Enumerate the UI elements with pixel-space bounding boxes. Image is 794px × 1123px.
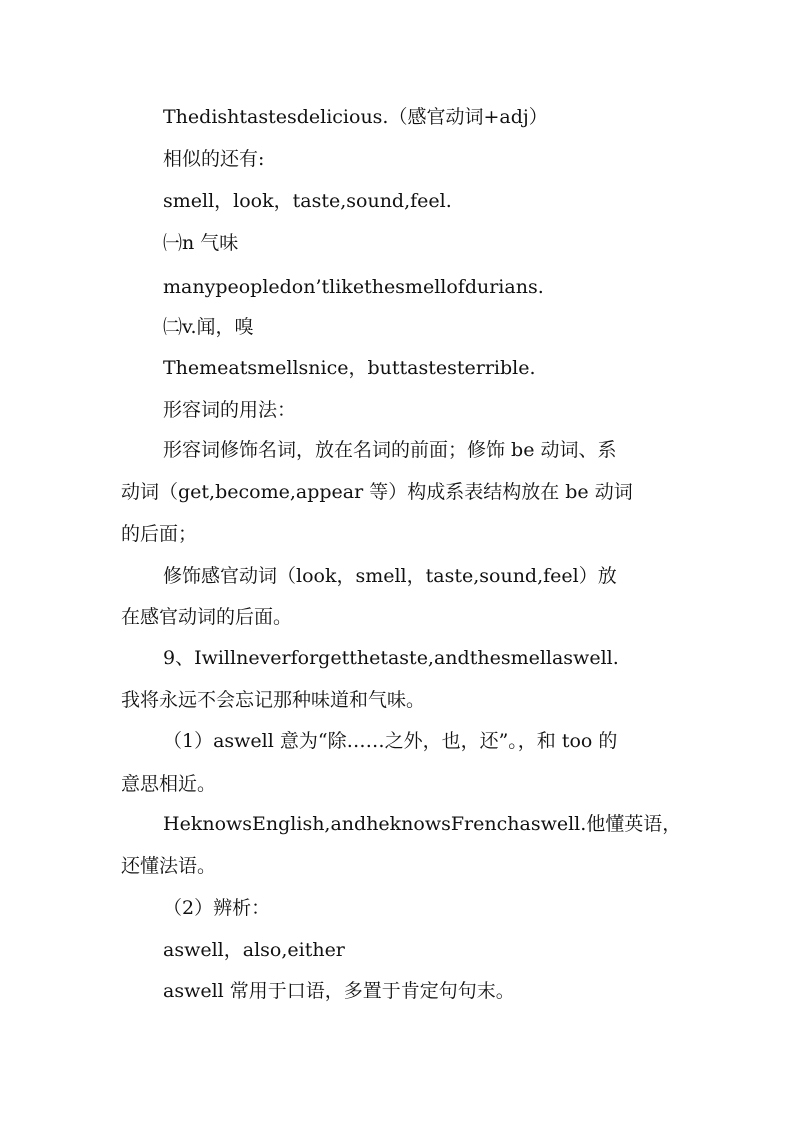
text-line: Thedishtastesdelicious.（感官动词+adj） <box>163 106 548 128</box>
text-line: 修饰感官动词（look，smell，taste,sound,feel）放 <box>163 565 617 587</box>
text-line: 的后面； <box>121 523 198 545</box>
text-line: ㈡v.闻，嗅 <box>163 316 254 338</box>
text-line: 我将永远不会忘记那种味道和气味。 <box>121 689 426 711</box>
text-line: （2）辨析： <box>163 897 271 919</box>
text-line: smell，look，taste,sound,feel. <box>163 190 452 212</box>
section-heading: 形容词的用法： <box>163 399 297 421</box>
text-line: （1）aswell 意为“除……之外，也，还”。，和 too 的 <box>163 730 618 752</box>
text-line: 形容词修饰名词，放在名词的前面；修饰 be 动词、系 <box>163 439 617 461</box>
text-line: 相似的还有: <box>163 148 265 170</box>
text-line: ㈠n 气味 <box>163 232 239 254</box>
text-line: HeknowsEnglish,andheknowsFrenchaswell.他懂英语， <box>163 813 682 835</box>
text-line: 意思相近。 <box>121 773 217 795</box>
text-line: 9、Iwillneverforgetthetaste,andthesmellaswell. <box>163 647 619 669</box>
text-line: 动词（get,become,appear 等）构成系表结构放在 be 动词 <box>121 481 633 503</box>
text-line: manypeopledon’tlikethesmellofdurians. <box>163 276 544 298</box>
text-line: Themeatsmellsnice，buttastesterrible. <box>163 357 536 379</box>
text-line: aswell，also,either <box>163 939 345 961</box>
text-line: 在感官动词的后面。 <box>121 606 293 628</box>
text-line: aswell 常用于口语，多置于肯定句句末。 <box>163 980 515 1002</box>
text-line: 还懂法语。 <box>121 855 217 877</box>
